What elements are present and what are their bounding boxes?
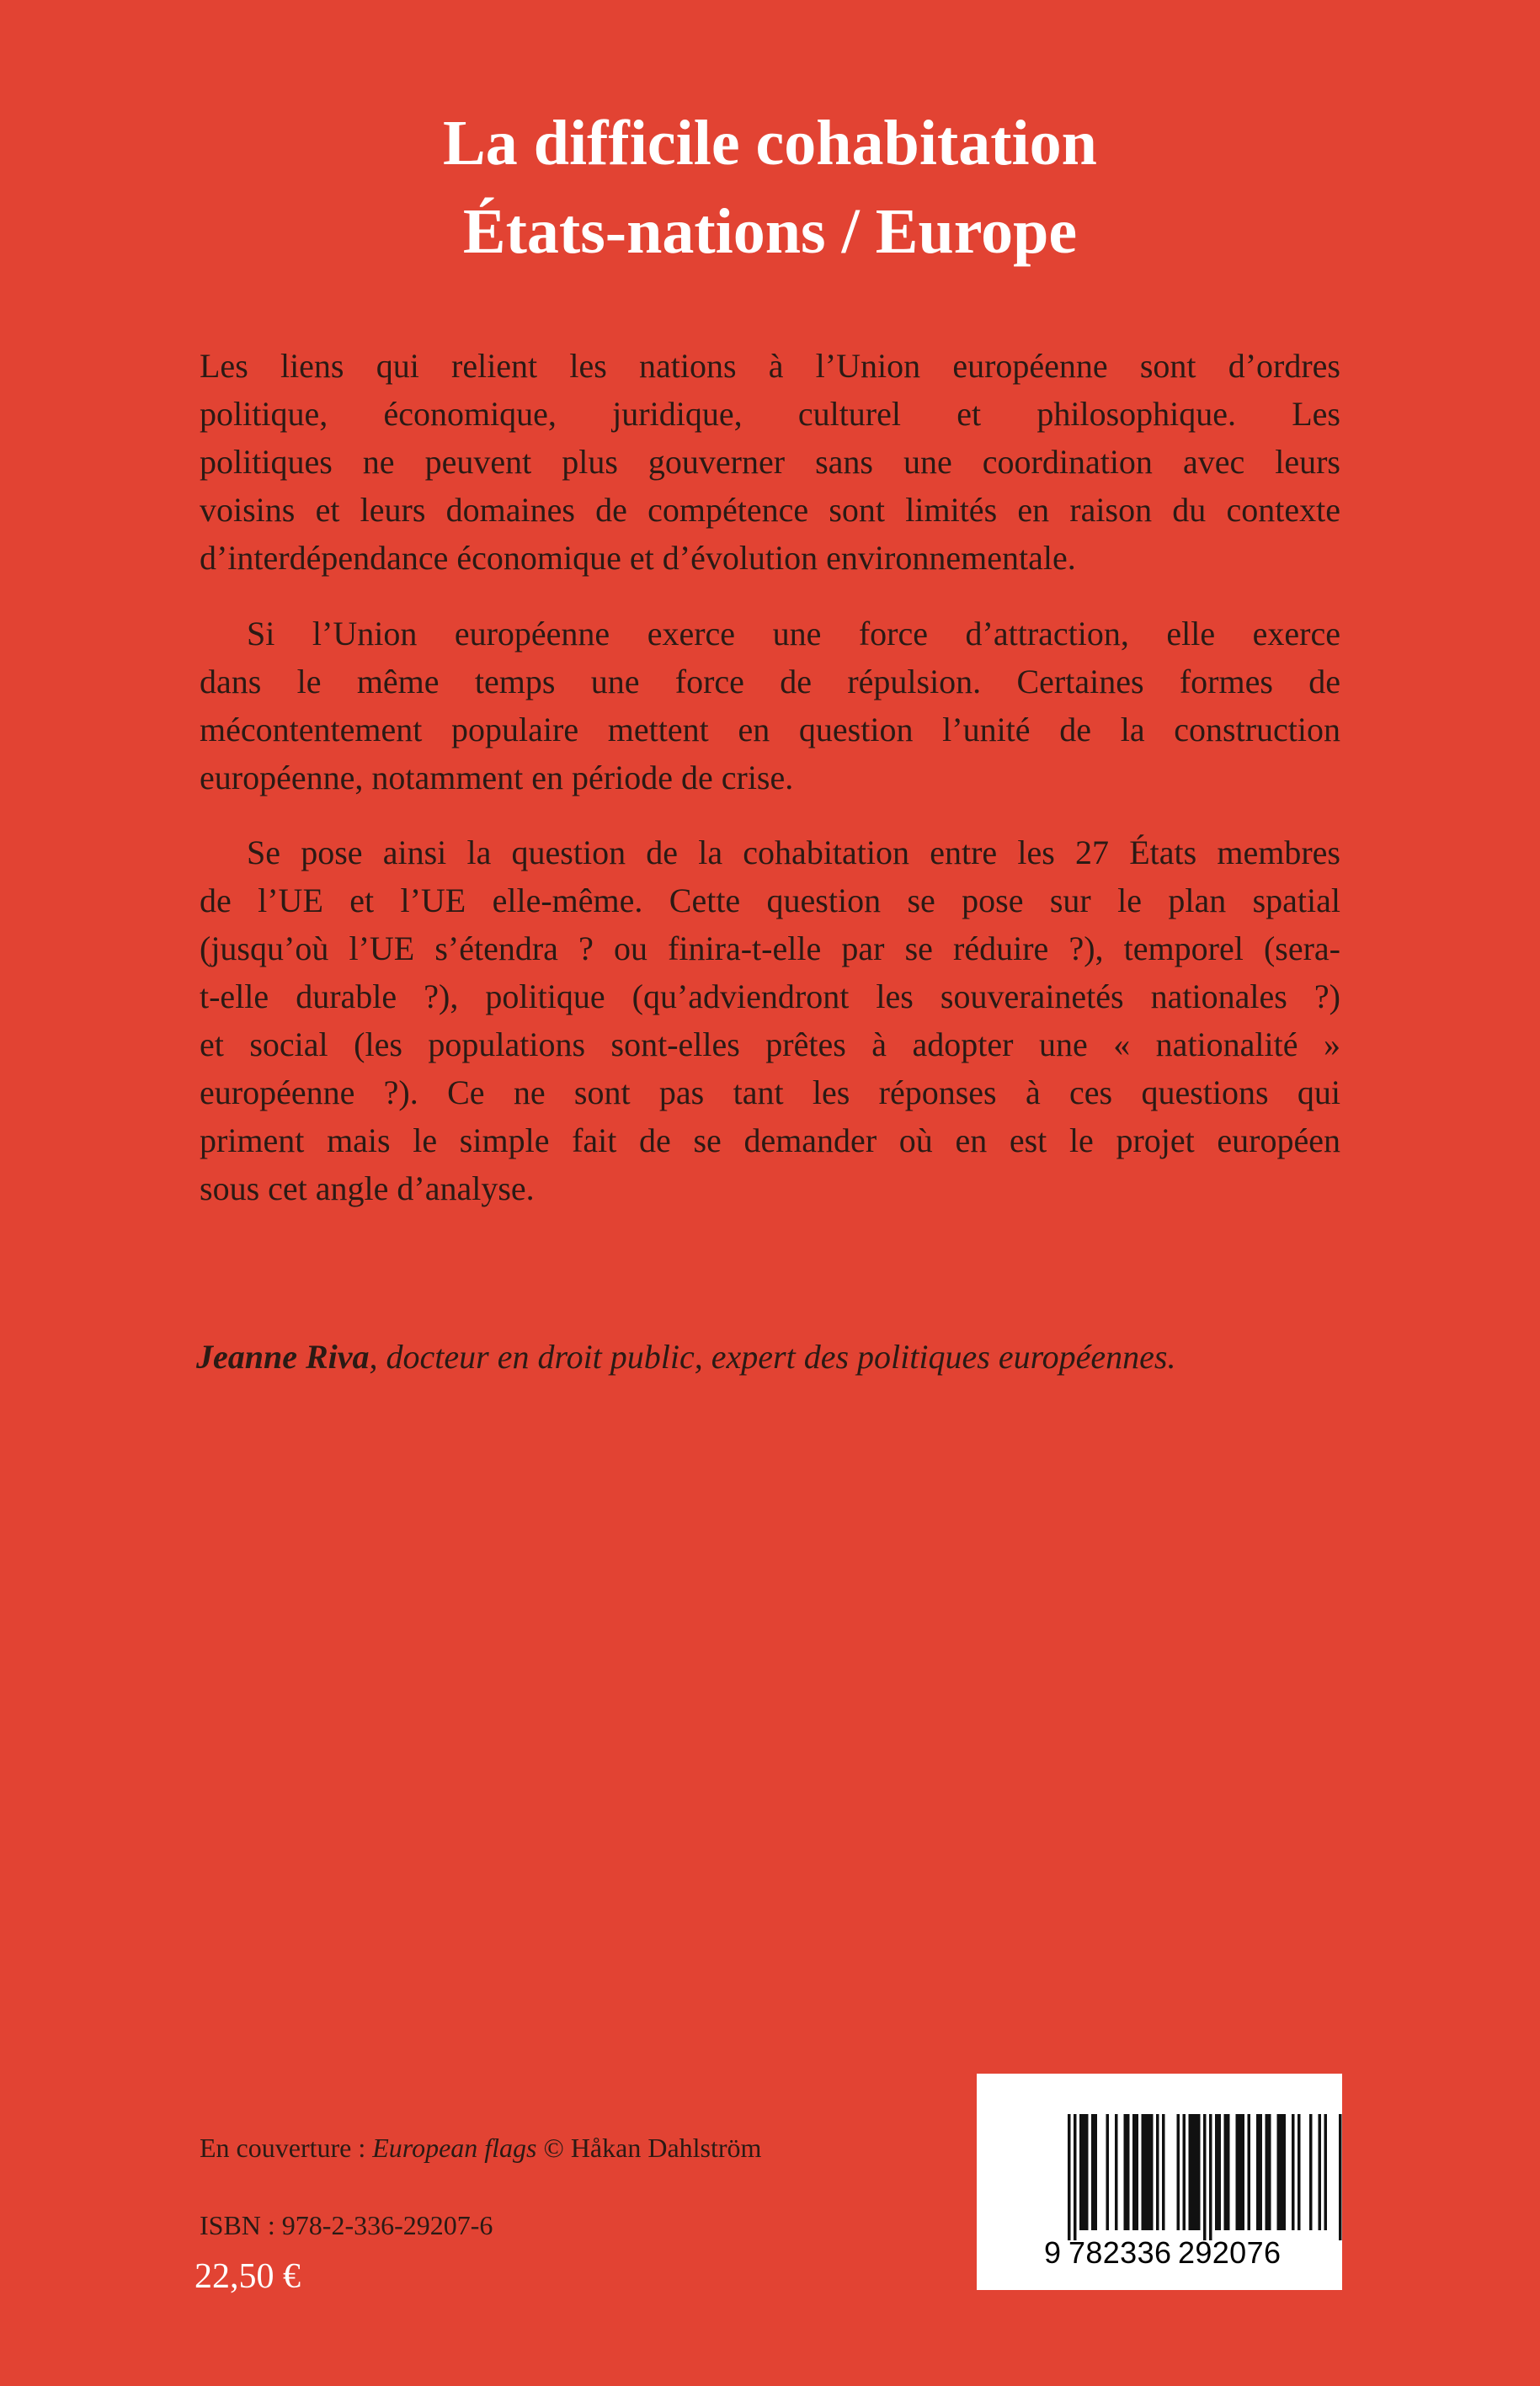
barcode-bar — [1132, 2114, 1136, 2230]
barcode-bar — [1079, 2114, 1083, 2230]
credit-prefix: En couverture : — [200, 2133, 373, 2163]
barcode-bar — [1150, 2114, 1154, 2230]
barcode-bar — [1183, 2114, 1186, 2230]
paragraph-line: priment mais le simple fait de se demander où en est le projet européen — [200, 1121, 1340, 1159]
paragraph-line: dans le même temps une force de répulsion. Certaines formes de — [200, 663, 1340, 700]
paragraph-line: Si l’Union européenne exerce une force d’attraction, elle exerce — [247, 615, 1340, 652]
barcode-bar — [1292, 2114, 1295, 2230]
barcode — [977, 2074, 1342, 2290]
barcode-left-digits: 782336 — [1068, 2235, 1171, 2270]
barcode-bar — [1127, 2114, 1130, 2230]
author-bio — [196, 1337, 1175, 1377]
paragraph-line: et social (les populations sont-elles prêtes à adopter une « nationalité » — [200, 1025, 1340, 1063]
barcode-bar — [1083, 2114, 1086, 2230]
barcode-bar — [1218, 2114, 1222, 2230]
paragraph-line: t-elle durable ?), politique (qu’adviendront les souverainetés nationales ?) — [200, 977, 1340, 1015]
paragraph-line: (jusqu’où l’UE s’étendra ? ou finira-t-elle par se réduire ?), temporel (sera- — [200, 929, 1340, 967]
barcode-bar — [1142, 2114, 1145, 2230]
paragraph-3 — [200, 828, 1340, 1212]
barcode-bar — [1144, 2114, 1148, 2230]
barcode-bar — [1324, 2114, 1328, 2230]
paragraph-1 — [200, 342, 1340, 582]
paragraph-line: d’interdépendance économique et d’évolution environnementale. — [200, 539, 1076, 577]
barcode-bar — [1260, 2114, 1263, 2230]
barcode-bar — [1266, 2114, 1269, 2230]
barcode-bar — [1106, 2114, 1110, 2230]
barcode-bar — [1091, 2114, 1095, 2230]
paragraph-line: sous cet angle d’analyse. — [200, 1169, 535, 1207]
barcode-bar — [1068, 2114, 1071, 2240]
barcode-bar — [1283, 2114, 1287, 2230]
paragraph-line: mécontentement populaire mettent en question l’unité de la construction — [200, 711, 1340, 748]
barcode-bar — [1309, 2114, 1313, 2230]
isbn: ISBN : 978-2-336-29207-6 — [200, 2210, 493, 2240]
barcode-bar — [1148, 2114, 1151, 2230]
credit-work: European flags — [372, 2133, 537, 2163]
barcode-bar — [1191, 2114, 1195, 2230]
author-name: Jeanne Riva — [196, 1338, 370, 1376]
barcode-bar — [1248, 2114, 1251, 2230]
barcode-bar — [1162, 2114, 1165, 2230]
paragraph-line: politique, économique, juridique, culturel et philosophique. Les — [200, 395, 1340, 433]
barcode-bar — [1319, 2114, 1322, 2230]
barcode-bar — [1195, 2114, 1198, 2230]
barcode-bar — [1339, 2114, 1342, 2240]
barcode-bar — [1085, 2114, 1089, 2230]
cover-credit — [200, 2133, 761, 2164]
barcode-bar — [1115, 2114, 1118, 2230]
barcode-bar — [1236, 2114, 1239, 2230]
price: 22,50 € — [194, 2257, 301, 2296]
barcode-bar — [1268, 2114, 1271, 2230]
paragraph-2 — [200, 610, 1340, 802]
barcode-bar — [1156, 2114, 1159, 2230]
book-title — [0, 99, 1540, 276]
barcode-right-digits: 292076 — [1178, 2235, 1281, 2270]
barcode-bar — [1242, 2114, 1245, 2230]
barcode-bar — [1136, 2114, 1139, 2230]
barcode-bar — [1224, 2114, 1228, 2230]
barcode-bar — [1227, 2114, 1230, 2230]
barcode-bar — [1209, 2114, 1212, 2240]
paragraph-line: Les liens qui relient les nations à l’Union européenne sont d’ordres — [200, 347, 1340, 385]
barcode-bar — [1074, 2114, 1077, 2240]
paragraph-line: politiques ne peuvent plus gouverner sans une coordination avec leurs — [200, 443, 1340, 481]
barcode-bar — [1124, 2114, 1127, 2230]
barcode-bar — [1203, 2114, 1207, 2240]
barcode-bar — [1215, 2114, 1218, 2230]
barcode-bar — [1239, 2114, 1242, 2230]
paragraph-line: européenne ?). Ce ne sont pas tant les réponses à ces questions qui — [200, 1073, 1340, 1111]
barcode-bar — [1177, 2114, 1180, 2230]
barcode-bar — [1189, 2114, 1192, 2230]
title-line-1: La difficile cohabitation — [443, 108, 1097, 178]
title-line-2: États-nations / Europe — [462, 196, 1078, 267]
paragraph-line: voisins et leurs domaines de compétence sont limités en raison du contexte — [200, 491, 1340, 529]
barcode-bar — [1298, 2114, 1301, 2230]
barcode-bar — [1256, 2114, 1260, 2230]
barcode-bar — [1280, 2114, 1283, 2230]
barcode-bar — [1197, 2114, 1201, 2230]
credit-photographer: © Håkan Dahlström — [536, 2133, 762, 2163]
barcode-graphic — [977, 2074, 1342, 2290]
barcode-bar — [1277, 2114, 1281, 2230]
paragraph-line: européenne, notamment en période de crise. — [200, 759, 794, 796]
paragraph-line: Se pose ainsi la question de la cohabitation entre les 27 États membres — [247, 834, 1340, 871]
barcode-first-digit: 9 — [1043, 2235, 1062, 2270]
barcode-bar — [1095, 2114, 1098, 2230]
paragraph-line: de l’UE et l’UE elle-même. Cette question se pose sur le plan spatial — [200, 881, 1340, 919]
author-description: , docteur en droit public, expert des politiques européennes. — [369, 1338, 1176, 1376]
